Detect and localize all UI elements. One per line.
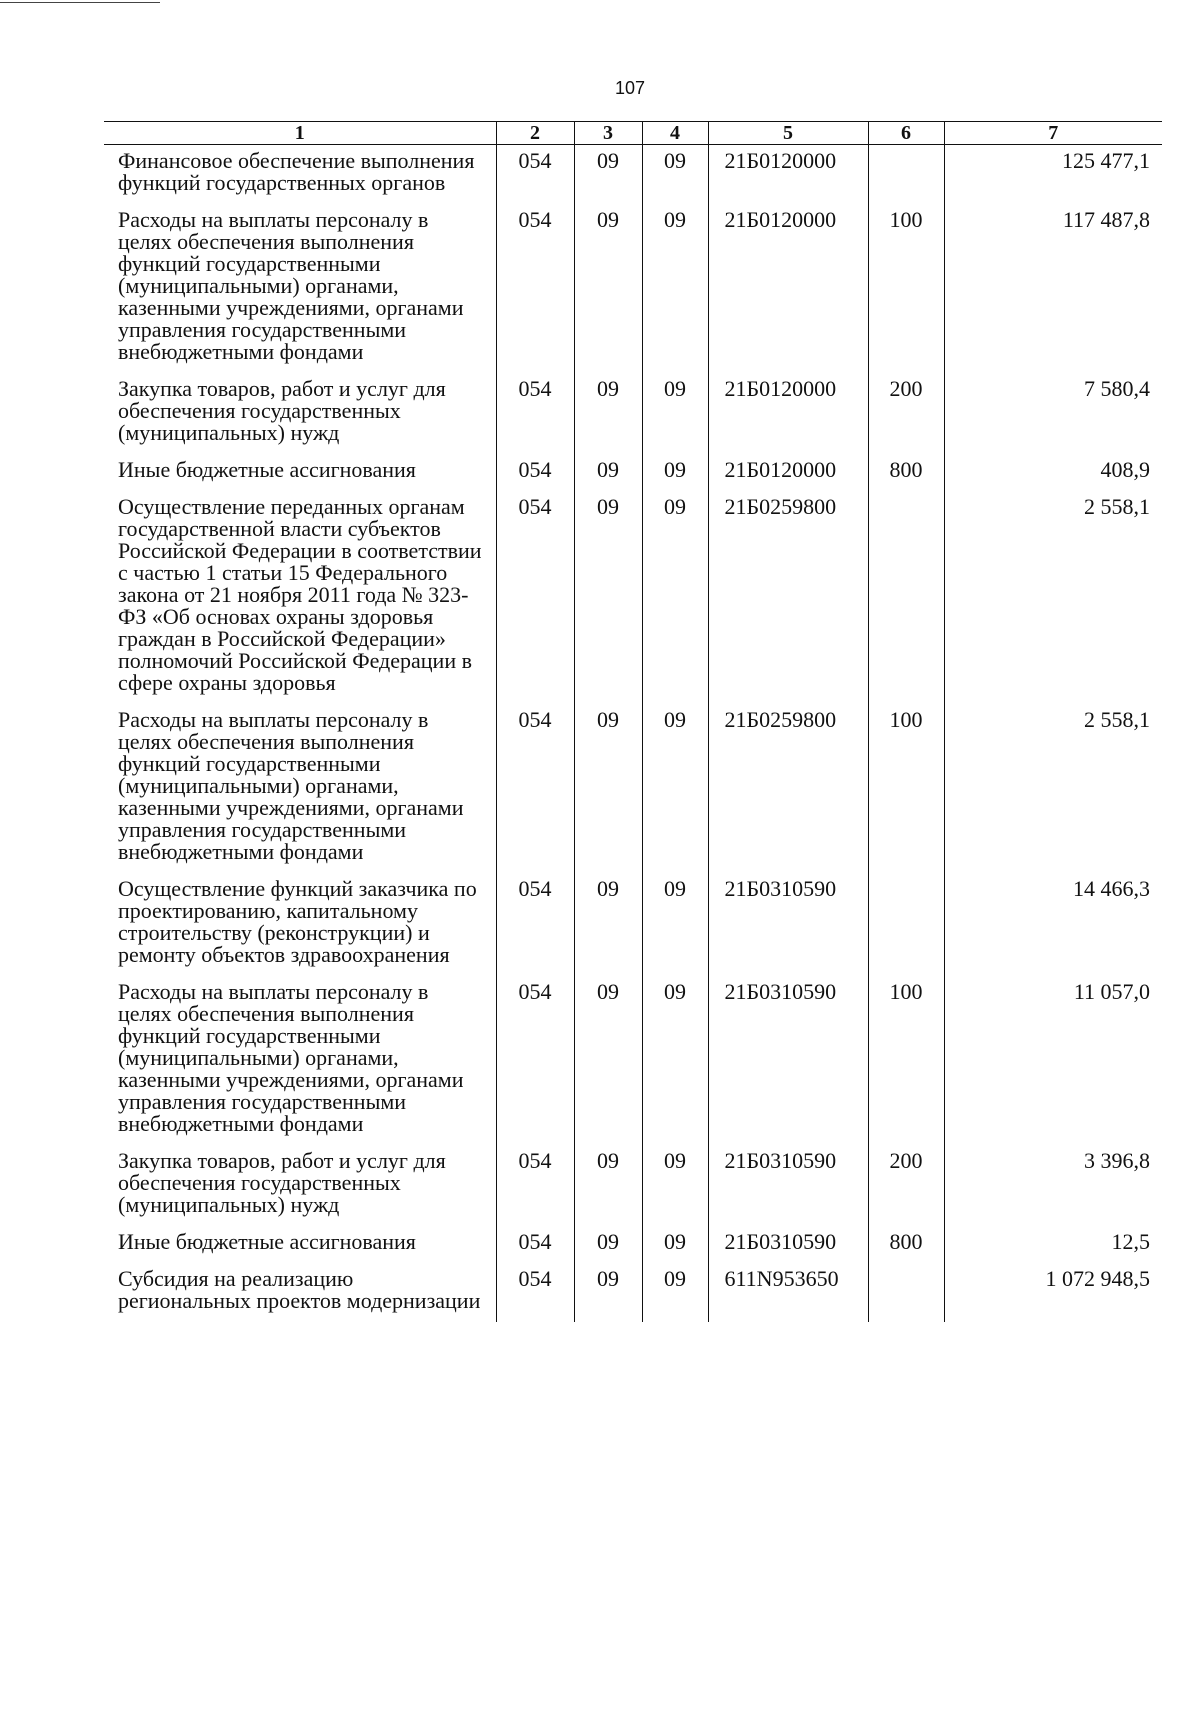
expense-type-code-cell: 200 [868,373,944,454]
expense-type-code-cell: 200 [868,1145,944,1226]
table-header-row [104,122,1162,145]
amount-cell: 2 558,1 [944,704,1162,873]
row-name-cell: Закупка товаров, работ и услуг для обеспечения государственных (муниципальных) нужд [118,376,446,445]
section-code-cell: 09 [574,1263,642,1322]
section-code-cell: 09 [574,204,642,373]
ministry-code-cell: 054 [496,704,574,873]
top-edge-rule [0,2,160,3]
row-name-cell: Расходы на выплаты персоналу в целях обеспечения выполнения функций государственными (муниципальными) органами, казенными учреждениями, органами управления государственными внебюджетными фондами [118,707,464,864]
header-col-2: 2 [496,122,574,145]
ministry-code-cell: 054 [496,1263,574,1322]
subsection-code-cell: 09 [642,204,708,373]
ministry-code-cell: 054 [496,976,574,1145]
ministry-code-cell: 054 [496,454,574,491]
subsection-code-cell: 09 [642,373,708,454]
ministry-code-cell: 054 [496,373,574,454]
section-code-cell: 09 [574,1226,642,1263]
expense-type-code-cell: 800 [868,454,944,491]
target-article-code-cell: 21Б0310590 [708,976,868,1145]
ministry-code-cell: 054 [496,1145,574,1226]
budget-table [104,121,1162,1322]
subsection-code-cell: 09 [642,491,708,704]
row-name-cell: Финансовое обеспечение выполнения функций государственных органов [118,148,475,195]
amount-cell: 125 477,1 [944,145,1162,205]
ministry-code-cell: 054 [496,204,574,373]
subsection-code-cell: 09 [642,1226,708,1263]
header-col-3: 3 [574,122,642,145]
amount-cell: 408,9 [944,454,1162,491]
subsection-code-cell: 09 [642,145,708,205]
table-row [104,454,1162,491]
row-name-cell: Расходы на выплаты персоналу в целях обеспечения выполнения функций государственными (муниципальными) органами, казенными учреждениями, органами управления государственными внебюджетными фондами [118,207,464,364]
table-row [104,1226,1162,1263]
section-code-cell: 09 [574,1145,642,1226]
section-code-cell: 09 [574,145,642,205]
row-name-cell: Осуществление переданных органам государственной власти субъектов Российской Федерации в соответствии с частью 1 статьи 15 Федерального закона от 21 ноября 2011 года № 323-ФЗ «Об основах охраны здоровья граждан в Российской Федерации» полномочий Российской Федерации в сфере охраны здоровья [118,494,482,695]
row-name-cell: Расходы на выплаты персоналу в целях обеспечения выполнения функций государственными (муниципальными) органами, казенными учреждениями, органами управления государственными внебюджетными фондами [118,979,464,1136]
target-article-code-cell: 21Б0310590 [708,1145,868,1226]
table-row [104,873,1162,976]
header-col-6: 6 [868,122,944,145]
target-article-code-cell: 21Б0310590 [708,873,868,976]
target-article-code-cell: 21Б0259800 [708,491,868,704]
expense-type-code-cell [868,491,944,704]
target-article-code-cell: 21Б0120000 [708,145,868,205]
subsection-code-cell: 09 [642,1145,708,1226]
subsection-code-cell: 09 [642,1263,708,1322]
table-row [104,145,1162,205]
amount-cell: 7 580,4 [944,373,1162,454]
target-article-code-cell: 611N953650 [708,1263,868,1322]
target-article-code-cell: 21Б0259800 [708,704,868,873]
table-row [104,704,1162,873]
table-row [104,491,1162,704]
header-col-5: 5 [708,122,868,145]
section-code-cell: 09 [574,976,642,1145]
section-code-cell: 09 [574,491,642,704]
expense-type-code-cell [868,873,944,976]
amount-cell: 12,5 [944,1226,1162,1263]
ministry-code-cell: 054 [496,145,574,205]
section-code-cell: 09 [574,873,642,976]
target-article-code-cell: 21Б0310590 [708,1226,868,1263]
header-col-1: 1 [104,122,496,145]
section-code-cell: 09 [574,373,642,454]
section-code-cell: 09 [574,454,642,491]
ministry-code-cell: 054 [496,873,574,976]
subsection-code-cell: 09 [642,976,708,1145]
target-article-code-cell: 21Б0120000 [708,373,868,454]
row-name-cell: Осуществление функций заказчика по проектированию, капитальному строительству (реконструкции) и ремонту объектов здравоохранения [118,876,477,967]
subsection-code-cell: 09 [642,704,708,873]
row-name-cell: Иные бюджетные ассигнования [118,457,416,482]
table-row [104,1145,1162,1226]
section-code-cell: 09 [574,704,642,873]
expense-type-code-cell [868,145,944,205]
table-row [104,373,1162,454]
target-article-code-cell: 21Б0120000 [708,204,868,373]
table-row [104,976,1162,1145]
amount-cell: 117 487,8 [944,204,1162,373]
amount-cell: 3 396,8 [944,1145,1162,1226]
page-number: 107 [614,78,646,98]
amount-cell: 2 558,1 [944,491,1162,704]
row-name-cell: Закупка товаров, работ и услуг для обеспечения государственных (муниципальных) нужд [118,1148,446,1217]
amount-cell: 1 072 948,5 [944,1263,1162,1322]
table-row [104,1263,1162,1322]
expense-type-code-cell: 100 [868,976,944,1145]
amount-cell: 14 466,3 [944,873,1162,976]
row-name-cell: Иные бюджетные ассигнования [118,1229,416,1254]
header-col-7: 7 [944,122,1162,145]
subsection-code-cell: 09 [642,454,708,491]
row-name-cell: Субсидия на реализацию региональных проектов модернизации [118,1266,481,1313]
header-col-4: 4 [642,122,708,145]
subsection-code-cell: 09 [642,873,708,976]
ministry-code-cell: 054 [496,1226,574,1263]
expense-type-code-cell [868,1263,944,1322]
expense-type-code-cell: 100 [868,704,944,873]
ministry-code-cell: 054 [496,491,574,704]
table-row [104,204,1162,373]
table-body [104,145,1162,1323]
amount-cell: 11 057,0 [944,976,1162,1145]
expense-type-code-cell: 800 [868,1226,944,1263]
expense-type-code-cell: 100 [868,204,944,373]
target-article-code-cell: 21Б0120000 [708,454,868,491]
